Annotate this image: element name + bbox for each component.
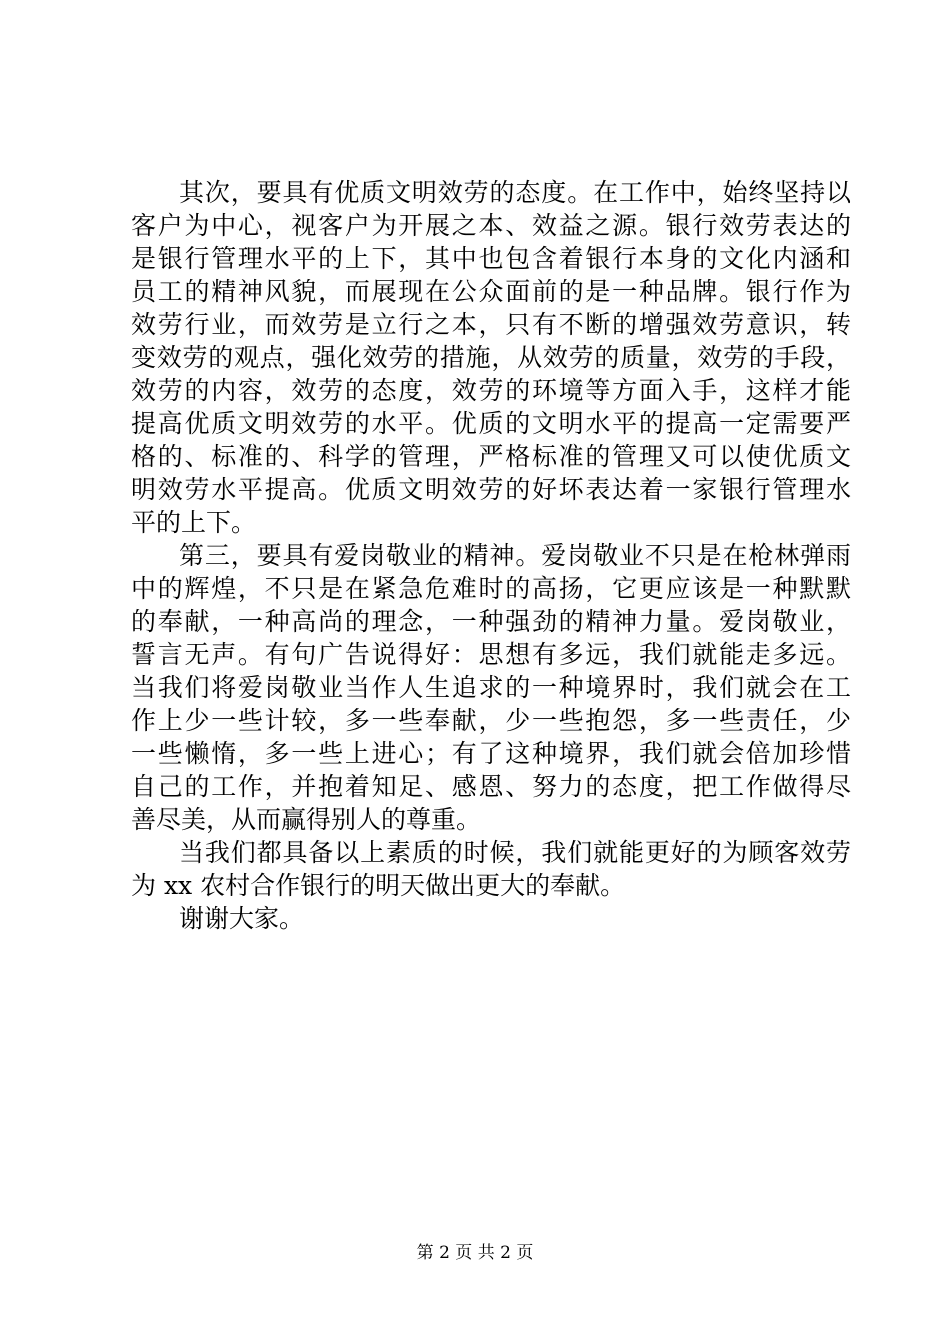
text-line: 格的、标准的、科学的管理，严格标准的管理又可以使优质文 — [131, 442, 851, 471]
text-line: 员工的精神风貌，而展现在公众面前的是一种品牌。银行作为 — [131, 277, 851, 306]
text-line: 客户为中心，视客户为开展之本、效益之源。银行效劳表达的 — [131, 211, 851, 240]
text-line: 变效劳的观点，强化效劳的措施，从效劳的质量，效劳的手段， — [131, 343, 851, 372]
text-line: 作上少一些计较，多一些奉献，少一些抱怨，多一些责任，少 — [131, 706, 851, 735]
text-line: 中的辉煌，不只是在紧急危难时的高扬，它更应该是一种默默 — [131, 574, 851, 603]
text-line: 提高优质文明效劳的水平。优质的文明水平的提高一定需要严 — [131, 409, 851, 438]
text-line: 谢谢大家。 — [179, 904, 305, 933]
text-line: 明效劳水平提高。优质文明效劳的好坏表达着一家银行管理水 — [131, 475, 851, 504]
text-line: 第三，要具有爱岗敬业的精神。爱岗敬业不只是在枪林弹雨 — [179, 541, 851, 570]
text-line: 誓言无声。有句广告说得好：思想有多远，我们就能走多远。 — [131, 640, 851, 669]
text-line: 的奉献，一种高尚的理念，一种强劲的精神力量。爱岗敬业， — [131, 607, 851, 636]
document-body — [131, 176, 851, 935]
text-line: 是银行管理水平的上下，其中也包含着银行本身的文化内涵和 — [131, 244, 851, 273]
text-line: 平的上下。 — [131, 508, 257, 537]
text-line: 当我们都具备以上素质的时候，我们就能更好的为顾客效劳 — [179, 838, 851, 867]
text-line: 为 xx 农村合作银行的明天做出更大的奉献。 — [131, 871, 626, 900]
text-line: 效劳的内容，效劳的态度，效劳的环境等方面入手，这样才能 — [131, 376, 851, 405]
page-number-footer: 第 2 页 共 2 页 — [416, 1243, 534, 1263]
text-line: 自己的工作，并抱着知足、感恩、努力的态度，把工作做得尽 — [131, 772, 851, 801]
text-line: 善尽美，从而赢得别人的尊重。 — [131, 805, 482, 834]
text-line: 当我们将爱岗敬业当作人生追求的一种境界时，我们就会在工 — [131, 673, 851, 702]
text-line: 一些懒惰，多一些上进心；有了这种境界，我们就会倍加珍惜 — [131, 739, 851, 768]
text-line: 效劳行业，而效劳是立行之本，只有不断的增强效劳意识，转 — [131, 310, 851, 339]
text-line: 其次，要具有优质文明效劳的态度。在工作中，始终坚持以 — [179, 178, 851, 207]
